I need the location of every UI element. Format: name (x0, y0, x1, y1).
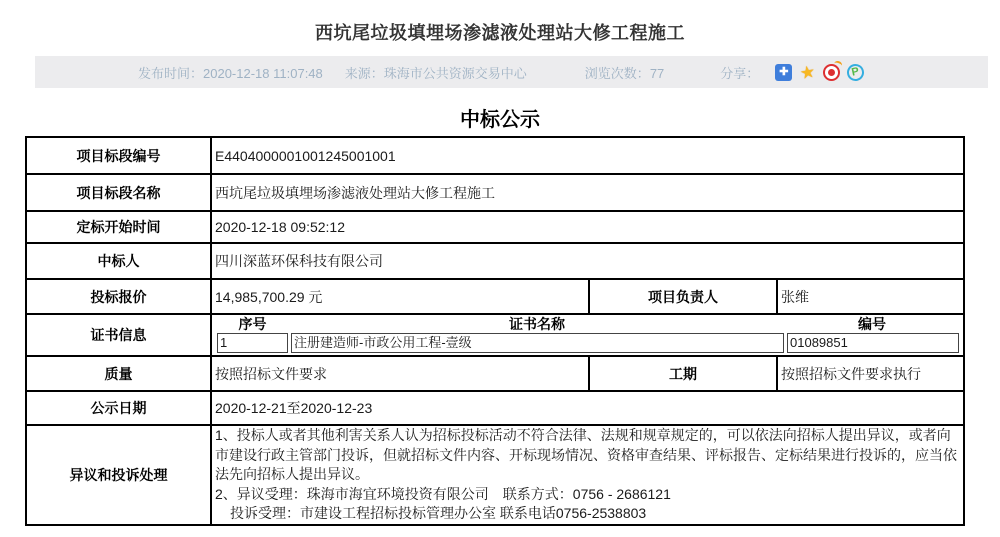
bid-price-value: 14,985,700.29 元 (211, 279, 589, 314)
source (345, 63, 527, 82)
weibo-icon[interactable] (823, 64, 840, 81)
certificate-col-name: 证书名称 (509, 316, 565, 332)
duration-label: 工期 (589, 356, 777, 391)
certificate-label: 证书信息 (26, 314, 211, 356)
project-no-value: E4404000001001245001001 (211, 137, 964, 174)
decide-time-label: 定标开始时间 (26, 211, 211, 243)
duration-value: 按照招标文件要求执行 (777, 356, 964, 391)
publish-time-label: 发布时间： (138, 65, 204, 81)
certificate-entry-row (215, 333, 960, 355)
view-count (585, 63, 664, 82)
share-icon-group (775, 61, 864, 83)
table-row (26, 356, 964, 391)
objection-line-2: 2、异议受理：珠海市海宜环境投资有限公司 联系方式：0756 - 2686121 (215, 485, 671, 502)
winner-value: 四川深蓝环保科技有限公司 (211, 243, 964, 279)
source-label: 来源： (344, 65, 384, 81)
decide-time-value: 2020-12-18 09:52:12 (211, 211, 964, 243)
favorite-star-icon[interactable]: ★ (798, 61, 817, 83)
certificate-name-input[interactable]: 注册建造师-市政公用工程-壹级 (291, 333, 784, 353)
quality-value: 按照招标文件要求 (211, 356, 589, 391)
certificate-col-no: 编号 (858, 316, 887, 332)
table-row (26, 174, 964, 211)
certificate-header-row (215, 315, 960, 333)
source-value: 珠海市公共资源交易中心 (383, 65, 527, 81)
table-row (26, 211, 964, 243)
publicity-date-label: 公示日期 (26, 391, 211, 425)
project-name-label: 项目标段名称 (26, 174, 211, 211)
share-more-icon[interactable]: ✚ (775, 64, 792, 81)
pengyou-icon[interactable]: P (846, 62, 866, 82)
objection-line-3: 投诉受理：市建设工程招标投标管理办公室 联系电话0756-2538803 (230, 505, 647, 521)
project-manager-label: 项目负责人 (589, 279, 777, 314)
project-manager-value: 张维 (777, 279, 964, 314)
objection-label: 异议和投诉处理 (26, 425, 211, 525)
table-row (26, 137, 964, 174)
table-row (26, 279, 964, 314)
table-row (26, 425, 964, 525)
meta-info-bar (35, 56, 988, 88)
certificate-seq-input[interactable]: 1 (217, 333, 288, 353)
winner-label: 中标人 (26, 243, 211, 279)
publish-time-value: 2020-12-18 11:07:48 (203, 65, 323, 81)
publish-time (138, 63, 323, 82)
certificate-cell (211, 314, 964, 356)
certificate-col-seq: 序号 (238, 316, 267, 332)
share-label: 分享： (720, 65, 760, 81)
view-count-value: 77 (649, 65, 665, 81)
table-row (26, 391, 964, 425)
publicity-date-value: 2020-12-21至2020-12-23 (211, 391, 964, 425)
project-name-value: 西坑尾垃圾填埋场渗滤液处理站大修工程施工 (211, 174, 964, 211)
project-no-label: 项目标段编号 (26, 137, 211, 174)
view-count-label: 浏览次数： (584, 65, 650, 81)
award-notice-table (25, 136, 965, 526)
certificate-no-input[interactable]: 01089851 (787, 333, 959, 353)
bid-price-label: 投标报价 (26, 279, 211, 314)
section-heading: 中标公示 (460, 109, 540, 131)
quality-label: 质量 (26, 356, 211, 391)
table-row (26, 314, 964, 356)
table-row (26, 243, 964, 279)
page-title: 西坑尾垃圾填埋场渗滤液处理站大修工程施工 (315, 23, 685, 43)
objection-line-1: 1、投标人或者其他利害关系人认为招标投标活动不符合法律、法规和规章规定的，可以依法向招标人提出异议，或者向市建设行政主管部门投诉，但就招标文件内容、开标现场情况、资格审查结果、评标报告、定标结果进行投诉的，应当依法先向招标人提出异议。 (215, 427, 957, 482)
objection-value (211, 425, 964, 525)
